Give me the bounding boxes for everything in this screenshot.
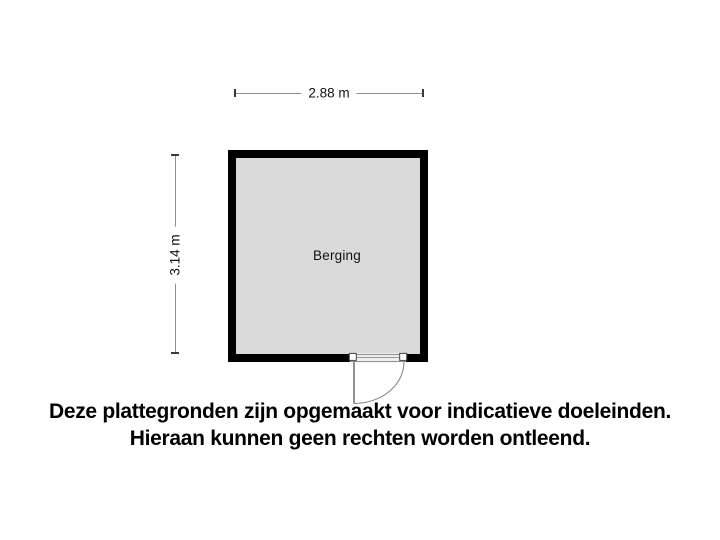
door-jamb-right — [400, 353, 407, 360]
dimension-tick-bottom — [171, 352, 179, 354]
height-dimension-label: 3.14 m — [168, 226, 183, 283]
room-label: Berging — [313, 248, 361, 263]
door-threshold — [351, 355, 405, 362]
disclaimer — [0, 398, 720, 452]
dimension-tick-right — [422, 89, 424, 97]
disclaimer-line-2: Hieraan kunnen geen rechten worden ontleend. — [129, 427, 591, 450]
dimension-tick-left — [234, 89, 236, 97]
door-jamb-left — [349, 353, 356, 360]
width-dimension-label: 2.88 m — [301, 86, 356, 101]
dimension-tick-top — [171, 154, 179, 156]
disclaimer-line-1: Deze plattegronden zijn opgemaakt voor indicatieve doeleinden. — [48, 400, 672, 423]
